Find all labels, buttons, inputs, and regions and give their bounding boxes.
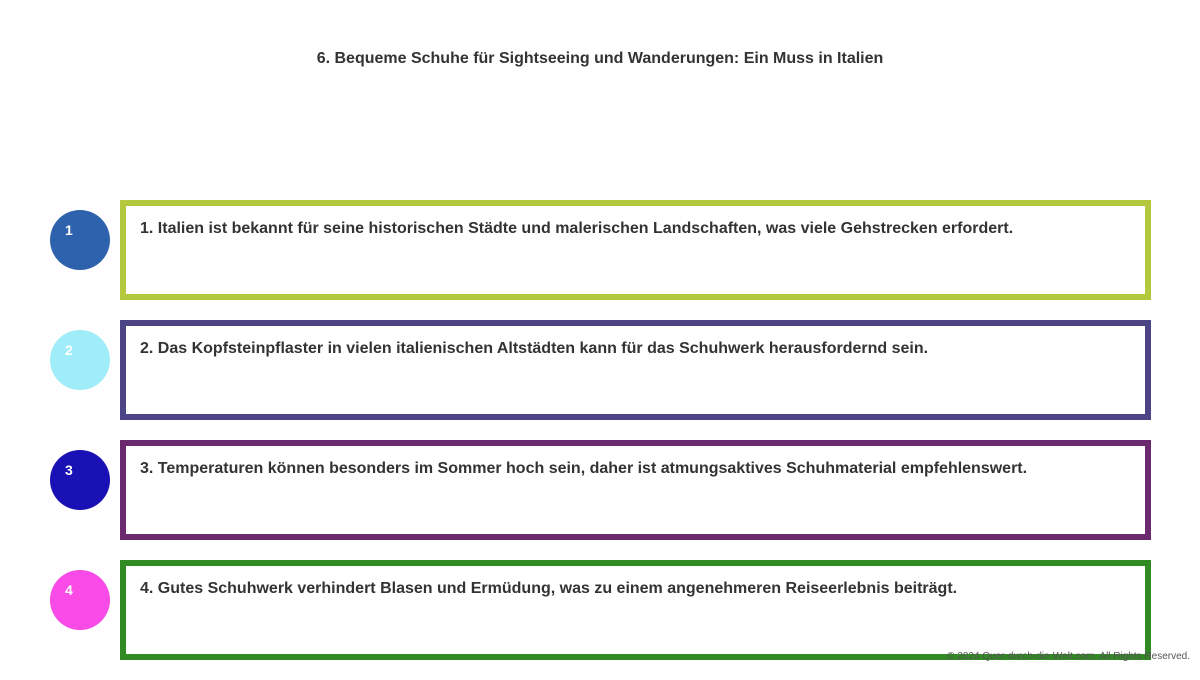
step-box	[120, 200, 1151, 300]
step-text: 3. Temperaturen können besonders im Sommer hoch sein, daher ist atmungsaktives Schuhmaterial empfehlenswert.	[140, 460, 1028, 477]
step-number: 3	[65, 462, 73, 478]
step-text: 1. Italien ist bekannt für seine historischen Städte und malerischen Landschaften, was viele Gehstrecken erfordert.	[140, 220, 1014, 237]
list-item	[0, 320, 1200, 420]
step-number: 1	[65, 222, 73, 238]
step-text: 2. Das Kopfsteinpflaster in vielen italienischen Altstädten kann für das Schuhwerk herausfordernd sein.	[140, 340, 929, 357]
step-number: 2	[65, 342, 73, 358]
step-circle	[50, 330, 110, 390]
step-box	[120, 560, 1151, 660]
list-item	[0, 440, 1200, 540]
step-circle	[50, 570, 110, 630]
list-item	[0, 560, 1200, 660]
step-box	[120, 440, 1151, 540]
step-text: 4. Gutes Schuhwerk verhindert Blasen und Ermüdung, was zu einem angenehmeren Reiseerlebnis beiträgt.	[140, 580, 958, 597]
step-circle	[50, 450, 110, 510]
list-item	[0, 200, 1200, 300]
page-title: 6. Bequeme Schuhe für Sightseeing und Wanderungen: Ein Muss in Italien	[316, 50, 884, 67]
step-number: 4	[65, 582, 73, 598]
step-circle	[50, 210, 110, 270]
step-box	[120, 320, 1151, 420]
copyright-footer: © 2024 Quer-durch-die-Welt.com. All Rights Reserved.	[947, 651, 1190, 662]
